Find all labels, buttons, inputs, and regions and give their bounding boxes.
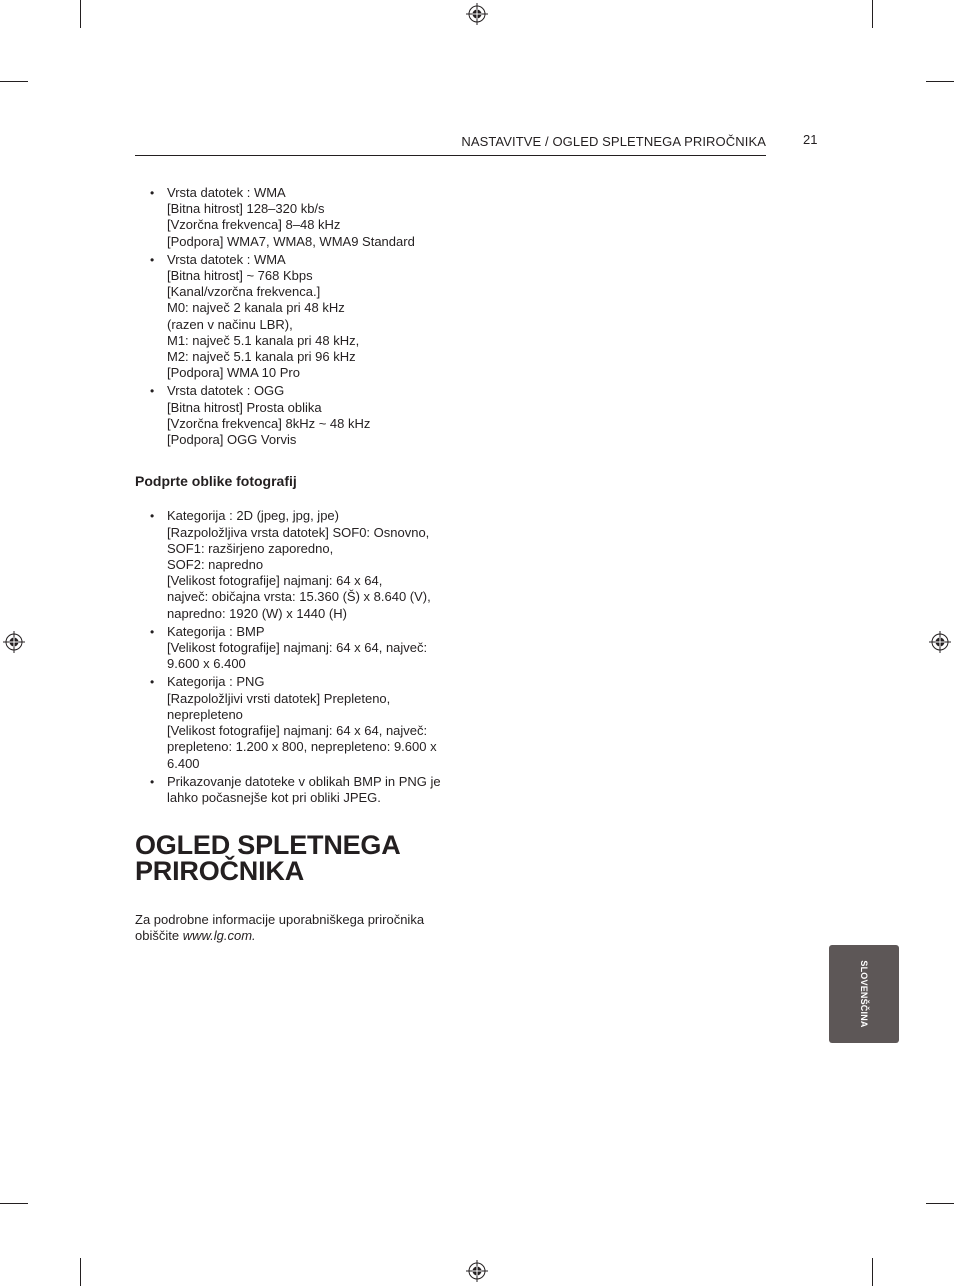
list-item-line: (razen v načinu LBR),: [167, 316, 293, 332]
crop-mark: [872, 0, 873, 28]
crop-mark: [872, 1258, 873, 1286]
list-item-line: • Kategorija : BMP: [167, 623, 265, 639]
list-item-line: M0: največ 2 kanala pri 48 kHz: [167, 300, 345, 316]
list-item-line: [Razpoložljiva vrsta datotek] SOF0: Osnovno,: [167, 524, 430, 540]
list-item-line: [Bitna hitrost] ~ 768 Kbps: [167, 268, 313, 284]
main-content: [135, 185, 465, 945]
registration-mark-icon: [3, 631, 25, 653]
crop-mark: [80, 1258, 81, 1286]
list-item-line: lahko počasnejše kot pri obliki JPEG.: [167, 789, 381, 805]
list-item-line: • Vrsta datotek : WMA: [167, 185, 286, 200]
list-item-line: [Vzorčna frekvenca] 8kHz ~ 48 kHz: [167, 415, 371, 431]
list-item-line: [Velikost fotografije] najmanj: 64 x 64, največ:: [167, 640, 428, 656]
list-item-line: [Velikost fotografije] najmanj: 64 x 64, največ:: [167, 723, 428, 739]
paragraph-line: [135, 928, 465, 944]
page-title-line: OGLED SPLETNEGA: [135, 830, 401, 861]
list-item-line: 9.600 x 6.400: [167, 656, 246, 672]
list-item-line: največ: običajna vrsta: 15.360 (Š) x 8.640 (V),: [167, 589, 431, 605]
list-item-line: [Kanal/vzorčna frekvenca.]: [167, 284, 321, 300]
header-divider: [135, 155, 766, 156]
list-item: [135, 624, 465, 673]
list-item-line: • Kategorija : 2D (jpeg, jpg, jpe): [167, 508, 339, 524]
list-item-line: [Podpora] WMA7, WMA8, WMA9 Standard: [167, 233, 415, 249]
crop-mark: [80, 0, 81, 28]
crop-mark: [926, 1203, 954, 1204]
manual-paragraph: [135, 912, 465, 944]
page-title-line: PRIROČNIKA: [135, 856, 305, 887]
photo-formats-heading: Podprte oblike fotografij: [135, 473, 297, 490]
list-item-line: 6.400: [167, 755, 200, 771]
list-item-line: napredno: 1920 (W) x 1440 (H): [167, 605, 347, 621]
list-item-line: [Podpora] WMA 10 Pro: [167, 365, 300, 381]
list-item: [135, 674, 465, 771]
list-item-line: [Bitna hitrost] 128–320 kb/s: [167, 201, 325, 217]
section-header: NASTAVITVE / OGLED SPLETNEGA PRIROČNIKA: [461, 134, 766, 149]
audio-format-list: [135, 185, 465, 448]
paragraph-line: Za podrobne informacije uporabniškega priročnika: [135, 912, 425, 928]
website-link[interactable]: www.lg.com.: [182, 928, 256, 944]
list-item-line: • Kategorija : PNG: [167, 674, 265, 690]
list-item-line: M1: največ 5.1 kanala pri 48 kHz,: [167, 332, 360, 348]
list-item-line: prepleteno: 1.200 x 800, neprepleteno: 9.600 x: [167, 739, 437, 755]
list-item-line: SOF2: napredno: [167, 557, 264, 573]
page-title: [135, 830, 465, 887]
list-item-line: • Vrsta datotek : OGG: [167, 383, 285, 399]
crop-mark: [0, 1203, 28, 1204]
list-item-line: • Prikazovanje datoteke v oblikah BMP in PNG je: [167, 773, 441, 789]
language-tab: [829, 945, 899, 1043]
registration-mark-icon: [466, 1260, 488, 1282]
list-item-line: neprepleteno: [167, 706, 243, 722]
list-item: [135, 383, 465, 448]
list-item-line: [Razpoložljivi vrsti datotek] Prepleteno,: [167, 690, 391, 706]
list-item-line: [Podpora] OGG Vorvis: [167, 432, 297, 448]
crop-mark: [926, 81, 954, 82]
list-item: [135, 774, 465, 806]
registration-mark-icon: [466, 3, 488, 25]
page-number: 21: [803, 132, 818, 147]
list-item-line: SOF1: razširjeno zaporedno,: [167, 540, 334, 556]
photo-format-list: [135, 508, 465, 806]
language-tab-label: SLOVENŠČINA: [859, 960, 869, 1028]
crop-mark: [0, 81, 28, 82]
list-item-line: [Bitna hitrost] Prosta oblika: [167, 399, 322, 415]
list-item-line: [Vzorčna frekvenca] 8–48 kHz: [167, 217, 341, 233]
list-item-line: • Vrsta datotek : WMA: [167, 251, 286, 267]
list-item: [135, 185, 465, 250]
list-item: [135, 252, 465, 382]
registration-mark-icon: [929, 631, 951, 653]
list-item: [135, 508, 465, 621]
list-item-line: M2: največ 5.1 kanala pri 96 kHz: [167, 349, 356, 365]
paragraph-text: obiščite: [135, 928, 183, 944]
list-item-line: [Velikost fotografije] najmanj: 64 x 64,: [167, 573, 383, 589]
